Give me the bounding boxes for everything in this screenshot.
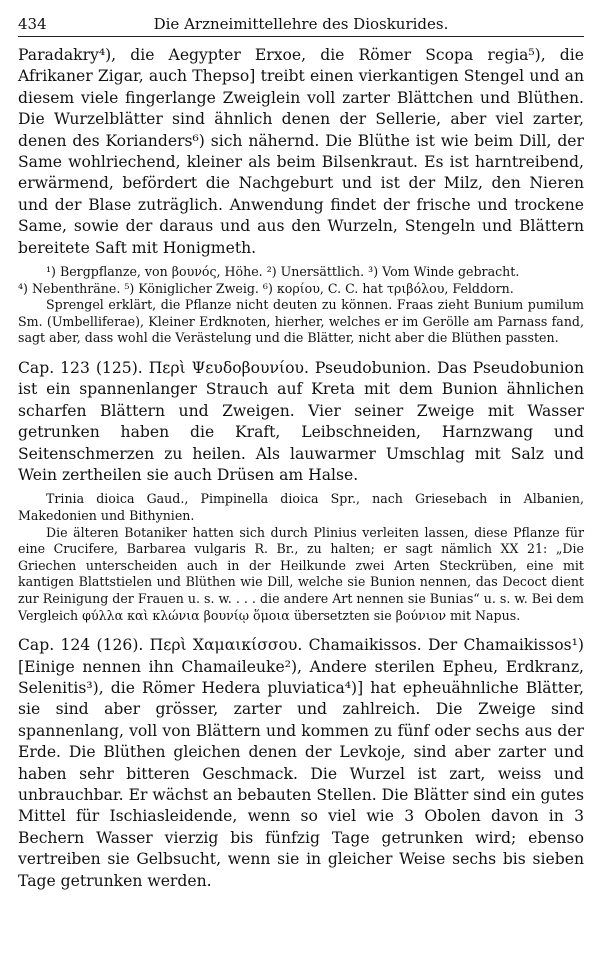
running-title: Die Arzneimittellehre des Dioskurides. <box>153 15 449 33</box>
page <box>18 14 584 892</box>
body-paragraph: Paradakry⁴), die Aegypter Erxoe, die Römer Scopa regia⁵), die Afrikaner Zigar, auch Thepso] treibt einen vierkantigen Stengel und an diesem viele fingerlange Zweiglein voll zarter Blättchen und Blüthen. Die Wurzelblätter sind ähnlich denen der Sellerie, aber viel zarter, denen des Korianders⁶) sich nähernd. Die Blüthe ist wie beim Dill, der Same wohlriechend, kleiner als beim Bilsenkraut. Es ist harntreibend, erwärmend, befördert die Nachgeburt und ist der Milz, den Nieren und der Blase zuträglich. Anwendung findet der frische und trockene Same, sowie der daraus und aus den Wurzeln, Stengeln und Blättern bereitete Saft mit Honigmeth. <box>18 46 584 257</box>
commentary-note: Sprengel erklärt, die Pflanze nicht deuten zu können. Fraas zieht Bunium pumilum Sm. (Umbelliferae), Kleiner Erdknoten, hierher, welches er im Gerölle am Parnass fand, sagt aber, dass wohl die Verästelung und die Blätter, nicht aber die Blüthen passten. <box>18 297 584 346</box>
gap <box>18 624 584 635</box>
commentary-note: Trinia dioica Gaud., Pimpinella dioica Spr., nach Griesebach in Albanien, Makedonien und Bithynien. <box>18 491 584 524</box>
header-gap <box>18 37 584 45</box>
running-header <box>18 14 584 37</box>
page-number: 434 <box>18 15 47 33</box>
footnote-line: ⁴) Nebenthräne. ⁵) Königlicher Zweig. ⁶) κορίου, C. C. hat τριβόλου, Felddorn. <box>18 280 514 296</box>
footnote-line: ¹) Bergpflanze, von βουνός, Höhe. ²) Unersättlich. ³) Vom Winde gebracht. <box>46 264 520 280</box>
chapter-123-text: Cap. 123 (125). Περὶ Ψευδοβουνίου. Pseudobunion. Das Pseudobunion ist ein spannenlanger Strauch auf Kreta mit dem Bunion ähnlichen scharfen Blättern und Zweigen. Vier seiner Zweige mit Wasser getrunken haben die Kraft, Leibschneiden, Harnzwang und Seitenschmerzen zu heilen. Als lauwarmer Umschlag mit Salz und Wein zertheilen sie auch Drüsen am Halse. <box>18 359 584 485</box>
commentary-note: Die älteren Botaniker hatten sich durch Plinius verleiten lassen, diese Pflanze für eine Crucifere, Barbarea vulgaris R. Br., zu halten; er sagt nämlich XX 21: „Die Griechen unterscheiden auch in der Heilkunde zwei Arten Steckrüben, eine mit kantigen Blattstielen und Blüthen wie Dill, welche sie Bunion nennen, das Decoct dient zur Reinigung der Frauen u. s. w. . . . die andere Art nennen sie Bunias“ u. s. w. Bei dem Vergleich φύλλα καὶ κλώνια βουνίῳ ὅμοια übersetzten sie βούνιον mit Napus. <box>18 524 584 623</box>
chapter-124-text: Cap. 124 (126). Περὶ Χαμαικίσσου. Chamaikissos. Der Chamaikissos¹) [Einige nennen ihn Chamaileuke²), Andere sterilen Epheu, Erdkranz, Selenitis³), die Römer Hedera pluviatica⁴)] hat epheuähnliche Blätter, sie sind aber grösser, zarter und zahlreich. Die Zweige sind spannenlang, voll von Blättern und kommen zu fünf oder sechs aus der Erde. Die Blüthen gleichen denen der Levkoje, sind aber zarter und haben sehr bitteren Geschmack. Die Wurzel ist zart, weiss und unbrauchbar. Er wächst an bebauten Stellen. Die Blätter sind ein gutes Mittel für Ischiasleidende, wenn so viel wie 3 Obolen davon in 3 Bechern Wasser vierzig bis fünfzig Tage getrunken wird; ebenso vertreiben sie Gelbsucht, wenn sie in gleicher Weise sechs bis sieben Tage getrunken werden. <box>18 636 584 890</box>
gap <box>18 347 584 358</box>
